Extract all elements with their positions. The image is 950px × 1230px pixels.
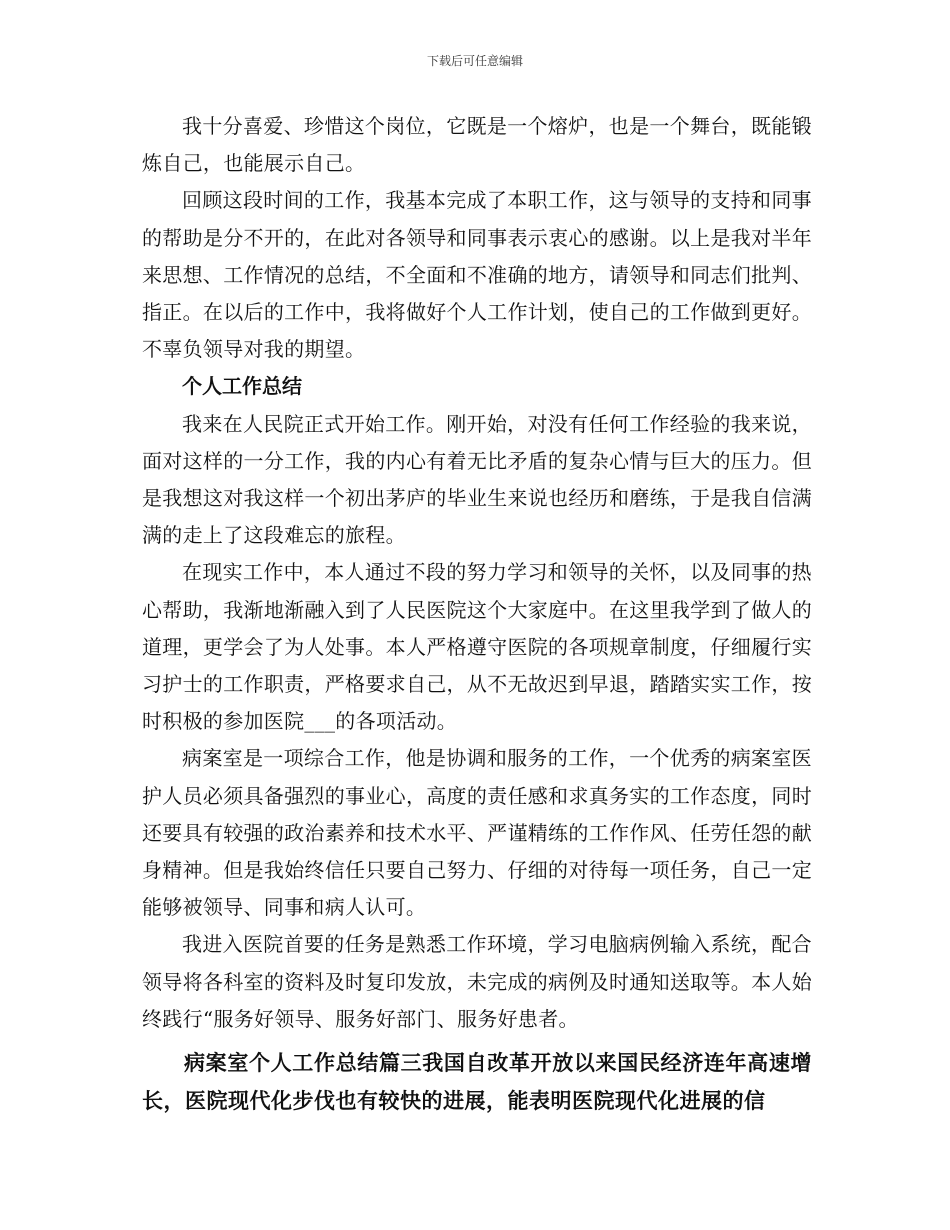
- paragraph-2: 回顾这段时间的工作，我基本完成了本职工作，这与领导的支持和同事的帮助是分不开的，在此对各领导和同事表示衷心的感谢。以上是我对半年来思想、工作情况的总结，不全面和不准确的地方，请领导和同志们批判、指正。在以后的工作中，我将做好个人工作计划，使自己的工作做到更好。不辜负领导对我的期望。: [142, 188, 812, 362]
- header-note: 下载后可任意编辑: [426, 54, 523, 68]
- document-body: [142, 108, 812, 1120]
- paragraph-6: 我进入医院首要的任务是熟悉工作环境，学习电脑病例输入系统，配合领导将各科室的资料及时复印发放，未完成的病例及时通知送取等。本人始终践行“服务好领导、服务好部门、服务好患者。: [142, 932, 812, 1031]
- paragraph-5: 病案室是一项综合工作，他是协调和服务的工作，一个优秀的病案室医护人员必须具备强烈的事业心，高度的责任感和求真务实的工作态度，同时还要具有较强的政治素养和技术水平、严谨精练的工作作风、任劳任怨的献身精神。但是我始终信任只要自己努力、仔细的对待每一项任务，自己一定能够被领导、同事和病人认可。: [142, 746, 812, 920]
- paragraph-1: 我十分喜爱、珍惜这个岗位，它既是一个熔炉，也是一个舞台，既能锻炼自己，也能展示自己。: [142, 114, 812, 176]
- section-heading: 个人工作总结: [182, 374, 302, 399]
- paragraph-4: 在现实工作中，本人通过不段的努力学习和领导的关怀，以及同事的热心帮助，我渐地渐融入到了人民医院这个大家庭中。在这里我学到了做人的道理，更学会了为人处事。本人严格遵守医院的各项规章制度，仔细履行实习护士的工作职责，严格要求自己，从不无故迟到早退，踏踏实实工作，按时积极的参加医院___的各项活动。: [142, 560, 812, 734]
- paragraph-7-bold: 病案室个人工作总结篇三我国自改革开放以来国民经济连年高速增长，医院现代化步伐也有较快的进展，能表明医院现代化进展的信: [142, 1050, 812, 1114]
- paragraph-3: 我来在人民院正式开始工作。刚开始，对没有任何工作经验的我来说，面对这样的一分工作，我的内心有着无比矛盾的复杂心情与巨大的压力。但是我想这对我这样一个初出茅庐的毕业生来说也经历和磨练，于是我自信满满的走上了这段难忘的旅程。: [142, 411, 812, 548]
